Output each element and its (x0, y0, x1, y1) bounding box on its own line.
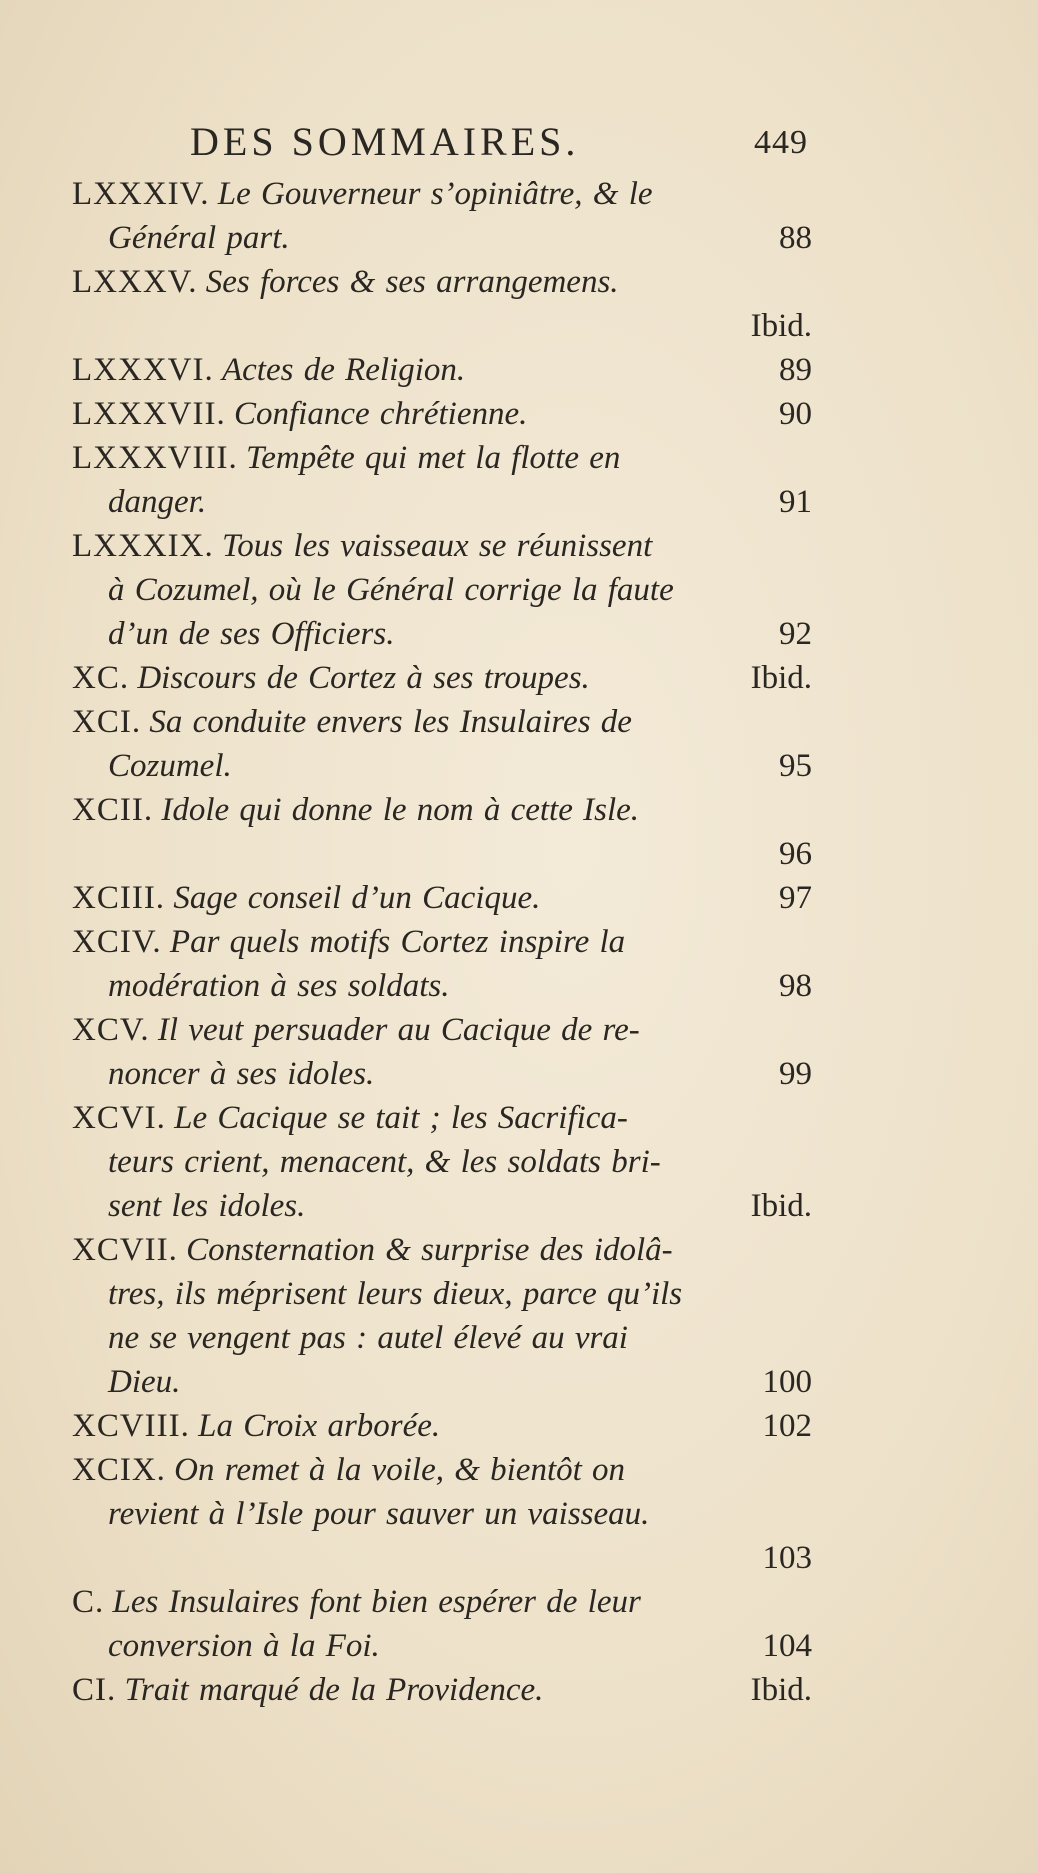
entry-title: ne se vengent pas : autel élevé au vrai (108, 1320, 628, 1356)
toc-entry-line (72, 788, 812, 832)
toc-entry-line (72, 1052, 812, 1096)
entry-title: tres, ils méprisent leurs dieux, parce qu’ils (108, 1276, 683, 1312)
toc-entry-line (72, 1492, 812, 1536)
entry-number: XCIV. (72, 924, 162, 960)
entry-title: danger. (108, 484, 207, 520)
toc-entry-line (72, 1228, 812, 1272)
header-page-number: 449 (754, 124, 808, 161)
entry-number: XCI. (72, 704, 142, 740)
toc-entry-line (72, 392, 812, 436)
toc-entry-line (72, 1580, 812, 1624)
entry-title: Les Insulaires font bien espérer de leur (112, 1584, 641, 1620)
entry-page: 92 (779, 616, 812, 652)
entry-page: 99 (779, 1056, 812, 1092)
toc-entry-line (72, 260, 812, 304)
entry-title: Confiance chrétienne. (233, 396, 528, 432)
toc-entry-line (72, 1140, 812, 1184)
entry-title: La Croix arborée. (198, 1408, 441, 1444)
entry-page: 98 (779, 968, 812, 1004)
entry-number: C. (72, 1584, 105, 1620)
entry-page: 88 (779, 220, 812, 256)
entry-page: 102 (762, 1408, 812, 1444)
entry-title: Sage conseil d’un Cacique. (173, 880, 541, 916)
entry-title: Ses forces & ses arrangemens. (205, 264, 619, 300)
entry-title: Le Gouverneur s’opiniâtre, & le (217, 176, 653, 212)
toc-entry-line (72, 348, 812, 392)
entry-number: XCV. (72, 1012, 150, 1048)
toc-entry-line (72, 1404, 812, 1448)
toc-entry-line (72, 1668, 812, 1712)
entry-number: LXXXV. (72, 264, 198, 300)
entry-page: Ibid. (750, 660, 812, 696)
toc-entry-line (72, 172, 812, 216)
entry-page: 103 (762, 1540, 812, 1576)
entry-title: Sa conduite envers les Insulaires de (149, 704, 632, 740)
entry-title: On remet à la voile, & bientôt on (174, 1452, 626, 1488)
entry-number: LXXXIV. (72, 176, 210, 212)
toc-entry-line (72, 1184, 812, 1228)
entry-title: Le Cacique se tait ; les Sacrifica- (174, 1100, 628, 1136)
table-of-contents (72, 172, 812, 1712)
toc-entry-line (72, 1096, 812, 1140)
toc-entry-line (72, 1536, 812, 1580)
toc-entry-line (72, 656, 812, 700)
toc-entry-line (72, 1448, 812, 1492)
entry-title: Tous les vaisseaux se réunissent (221, 528, 653, 564)
entry-number: LXXXVII. (72, 396, 226, 432)
entry-title: à Cozumel, où le Général corrige la faute (108, 572, 674, 608)
toc-entry-line (72, 1008, 812, 1052)
entry-page: Ibid. (750, 1672, 812, 1708)
toc-entry-line (72, 524, 812, 568)
entry-title: Actes de Religion. (221, 352, 466, 388)
entry-page: Ibid. (750, 308, 812, 344)
entry-number: XCIX. (72, 1452, 166, 1488)
entry-number: XCIII. (72, 880, 166, 916)
header-title: DES SOMMAIRES. (190, 119, 580, 164)
toc-entry-line (72, 1360, 812, 1404)
entry-number: XCVIII. (72, 1408, 190, 1444)
entry-page: 97 (779, 880, 812, 916)
entry-page: 96 (779, 836, 812, 872)
toc-entry-line (72, 568, 812, 612)
entry-title: Général part. (108, 220, 290, 256)
entry-number: XCVII. (72, 1232, 178, 1268)
toc-entry-line (72, 920, 812, 964)
entry-title: Consternation & surprise des idolâ- (186, 1232, 673, 1268)
toc-entry-line (72, 964, 812, 1008)
toc-entry-line (72, 1624, 812, 1668)
entry-title: teurs crient, menacent, & les soldats bri- (108, 1144, 661, 1180)
entry-page: 95 (779, 748, 812, 784)
entry-title: revient à l’Isle pour sauver un vaisseau. (108, 1496, 650, 1532)
entry-title: conversion à la Foi. (108, 1628, 380, 1664)
entry-title: Dieu. (108, 1364, 181, 1400)
toc-entry-line (72, 1272, 812, 1316)
entry-title: Cozumel. (108, 748, 232, 784)
toc-entry-line (72, 612, 812, 656)
entry-number: LXXXIX. (72, 528, 214, 564)
toc-entry-line (72, 832, 812, 876)
entry-title: modération à ses soldats. (108, 968, 450, 1004)
entry-page: 104 (762, 1628, 812, 1664)
entry-page: Ibid. (750, 1188, 812, 1224)
entry-title: Tempête qui met la flotte en (245, 440, 621, 476)
running-header (190, 118, 820, 178)
entry-title: Par quels motifs Cortez inspire la (169, 924, 626, 960)
entry-page: 91 (779, 484, 812, 520)
entry-title: Discours de Cortez à ses troupes. (137, 660, 590, 696)
entry-number: CI. (72, 1672, 117, 1708)
toc-entry-line (72, 304, 812, 348)
toc-entry-line (72, 700, 812, 744)
entry-title: sent les idoles. (108, 1188, 306, 1224)
toc-entry-line (72, 1316, 812, 1360)
entry-number: XC. (72, 660, 130, 696)
entry-page: 89 (779, 352, 812, 388)
entry-title: Il veut persuader au Cacique de re- (157, 1012, 640, 1048)
toc-entry-line (72, 876, 812, 920)
entry-title: noncer à ses idoles. (108, 1056, 375, 1092)
toc-entry-line (72, 436, 812, 480)
entry-number: LXXXVI. (72, 352, 214, 388)
toc-entry-line (72, 480, 812, 524)
entry-number: XCVI. (72, 1100, 166, 1136)
toc-entry-line (72, 216, 812, 260)
entry-title: d’un de ses Officiers. (108, 616, 395, 652)
entry-title: Idole qui donne le nom à cette Isle. (161, 792, 640, 828)
entry-number: LXXXVIII. (72, 440, 238, 476)
entry-title: Trait marqué de la Providence. (124, 1672, 544, 1708)
entry-number: XCII. (72, 792, 154, 828)
entry-page: 90 (779, 396, 812, 432)
entry-page: 100 (762, 1364, 812, 1400)
toc-entry-line (72, 744, 812, 788)
